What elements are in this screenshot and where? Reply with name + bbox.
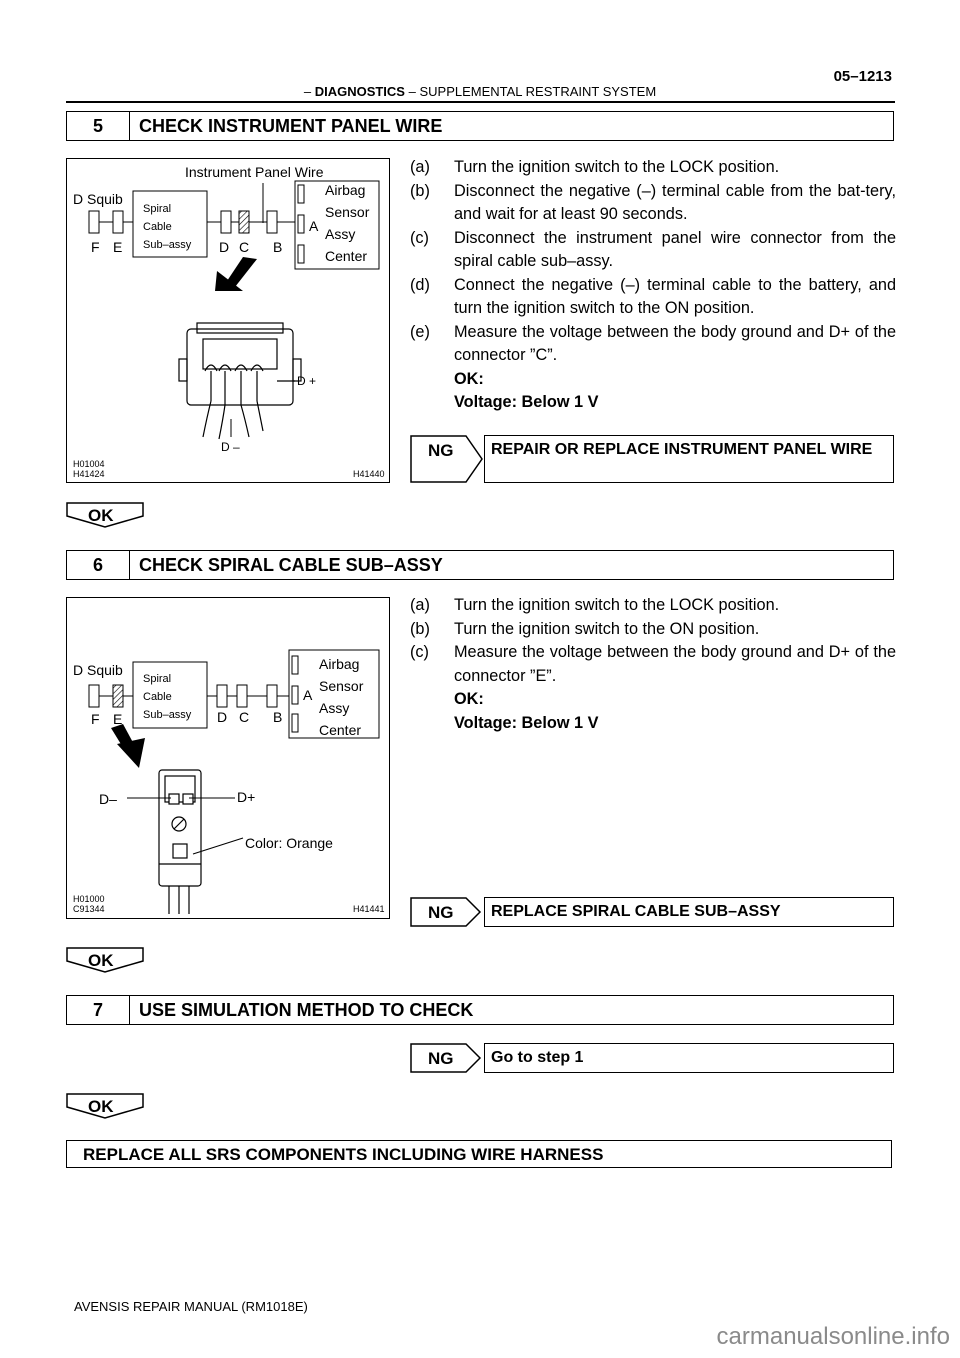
connector-e <box>113 685 123 707</box>
ng-action: REPLACE SPIRAL CABLE SUB–ASSY <box>484 897 894 927</box>
airbag-label-2: Sensor <box>319 678 364 694</box>
header-dash: – <box>303 84 312 99</box>
color-label: Color: Orange <box>245 835 333 851</box>
letter-f: F <box>91 711 100 727</box>
letter-f: F <box>91 239 100 255</box>
airbag-label-4: Center <box>319 722 362 738</box>
letter-e: E <box>113 239 123 255</box>
header-rule <box>66 101 895 103</box>
step-6-instructions <box>410 594 896 735</box>
list-item: (a) Turn the ignition switch to the LOCK position. <box>410 596 780 614</box>
d-plus-label: D + <box>297 374 317 388</box>
list-item: (a) Turn the ignition switch to the LOCK position. <box>410 158 780 176</box>
connector-e-drawing <box>159 770 201 914</box>
letter-a: A <box>303 687 313 703</box>
spiral-label-1: Spiral <box>143 203 172 215</box>
connector-d <box>221 211 231 233</box>
connector-c-drawing <box>179 323 301 439</box>
connector-f <box>89 685 99 707</box>
spiral-label-2: Cable <box>143 691 172 703</box>
step-6-header <box>66 550 894 580</box>
airbag-label-1: Airbag <box>325 182 366 198</box>
ng-action: Go to step 1 <box>484 1043 894 1073</box>
figure-title: Instrument Panel Wire <box>185 164 324 180</box>
letter-b: B <box>273 239 283 255</box>
connector-f <box>89 211 99 233</box>
spiral-label-3: Sub–assy <box>143 709 192 721</box>
step-title: CHECK SPIRAL CABLE SUB–ASSY <box>139 555 443 575</box>
step-7-header <box>66 995 894 1025</box>
header-section: DIAGNOSTICS <box>314 84 405 99</box>
figure-code-2: C91344 <box>73 904 105 914</box>
list-item: (b) Disconnect the negative (–) terminal cable from the bat-tery, and wait for at least 90 seconds. <box>410 181 896 223</box>
d-plus-label: D+ <box>237 789 256 805</box>
step-5-header <box>66 111 894 141</box>
list-item: (d) Connect the negative (–) terminal cable to the battery, and turn the ignition switch to the ON position. <box>410 275 896 317</box>
figure-code-1: H01004 <box>73 459 105 469</box>
airbag-label-3: Assy <box>325 226 356 242</box>
connector-b <box>267 685 277 707</box>
figure-code-1: H01000 <box>73 894 105 904</box>
header-dash-2: – <box>408 84 416 99</box>
step-title: CHECK INSTRUMENT PANEL WIRE <box>139 116 443 136</box>
airbag-label-2: Sensor <box>325 204 370 220</box>
ng-label: NG <box>428 1049 454 1068</box>
spiral-label-1: Spiral <box>143 673 172 685</box>
step-5-instructions <box>410 156 896 415</box>
letter-a: A <box>309 218 319 234</box>
d-squib-label: D Squib <box>73 662 123 678</box>
page-number: 05–1213 <box>833 68 892 85</box>
letter-c: C <box>239 709 250 725</box>
ok-label: OK <box>88 951 114 970</box>
final-action: REPLACE ALL SRS COMPONENTS INCLUDING WIRE HARNESS <box>66 1140 892 1168</box>
connector-c <box>239 211 249 233</box>
airbag-label-3: Assy <box>319 700 350 716</box>
spiral-label-3: Sub–assy <box>143 239 192 251</box>
d-minus-label: D– <box>99 791 117 807</box>
step-number: 7 <box>67 996 130 1024</box>
letter-c: C <box>239 239 250 255</box>
running-header <box>0 84 960 99</box>
step-number: 5 <box>67 112 130 140</box>
ok-label: OK <box>88 1097 114 1116</box>
figure-step-6 <box>66 597 390 919</box>
letter-e: E <box>113 711 123 727</box>
step-title: USE SIMULATION METHOD TO CHECK <box>139 1000 474 1020</box>
ok-value: Voltage: Below 1 V <box>454 393 599 411</box>
spiral-label-2: Cable <box>143 221 172 233</box>
figure-code-3: H41441 <box>353 904 385 914</box>
connector-e <box>113 211 123 233</box>
letter-d: D <box>219 239 230 255</box>
footer-manual-title: AVENSIS REPAIR MANUAL (RM1018E) <box>74 1299 308 1314</box>
d-squib-label: D Squib <box>73 191 123 207</box>
ok-condition: OK: <box>454 690 484 708</box>
ok-value: Voltage: Below 1 V <box>454 713 599 732</box>
header-subtitle: SUPPLEMENTAL RESTRAINT SYSTEM <box>419 84 657 99</box>
list-item: (c) Measure the voltage between the body ground and D+ of the connector ”E”. <box>410 643 896 685</box>
ok-label: OK <box>88 506 114 525</box>
watermark: carmanualsonline.info <box>716 1323 950 1350</box>
ng-action: REPAIR OR REPLACE INSTRUMENT PANEL WIRE <box>484 435 894 483</box>
figure-code-2: H41424 <box>73 469 105 479</box>
step-number: 6 <box>67 551 130 579</box>
figure-code-3: H41440 <box>353 469 385 479</box>
airbag-label-1: Airbag <box>319 656 360 672</box>
connector-c <box>237 685 247 707</box>
connector-d <box>217 685 227 707</box>
ng-label: NG <box>428 903 454 922</box>
airbag-label-4: Center <box>325 248 368 264</box>
connector-b-wire <box>267 211 277 233</box>
figure-step-5 <box>66 158 390 483</box>
list-item: (e) Measure the voltage between the body ground and D+ of the connector ”C”. <box>410 322 896 364</box>
d-minus-label: D – <box>221 440 240 454</box>
list-item: (b) Turn the ignition switch to the ON position. <box>410 619 760 638</box>
ok-condition: OK: <box>454 369 484 388</box>
list-item: (c) Disconnect the instrument panel wire connector from the spiral cable sub–assy. <box>410 228 896 270</box>
ng-label: NG <box>428 441 454 460</box>
letter-b: B <box>273 709 283 725</box>
letter-d: D <box>217 709 228 725</box>
